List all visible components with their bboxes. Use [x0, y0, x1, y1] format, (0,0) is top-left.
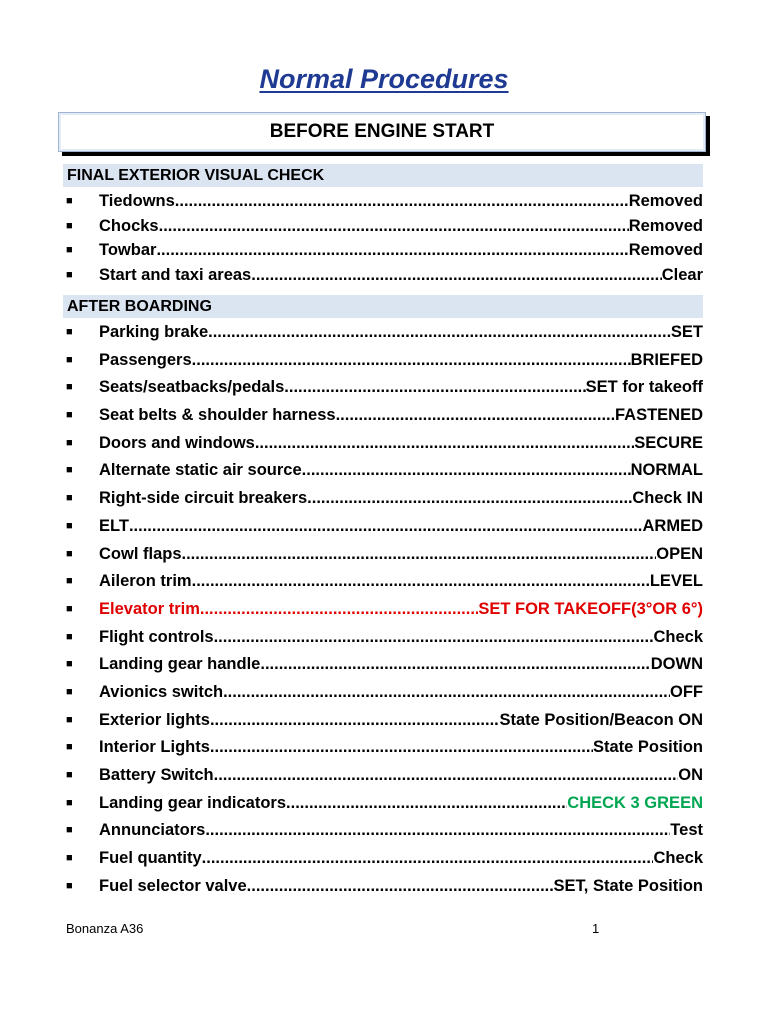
bullet-icon: ■	[66, 219, 73, 232]
item-value: LEVEL	[649, 572, 703, 591]
bullet-icon: ■	[66, 244, 73, 256]
item-value: FASTENED	[614, 406, 703, 425]
section-title: BEFORE ENGINE START	[269, 121, 495, 142]
leader-dots	[214, 766, 679, 785]
checklist-item	[63, 217, 703, 242]
leader-dots	[182, 545, 657, 564]
bullet-icon: ■	[66, 547, 73, 560]
checklist-item	[63, 323, 703, 351]
leader-dots	[129, 517, 643, 536]
item-label: Exterior lights	[99, 710, 210, 729]
item-label: Doors and windows	[99, 433, 255, 452]
checklist-item	[63, 849, 703, 877]
bullet-icon: ■	[66, 741, 73, 754]
checklist-item	[63, 766, 703, 794]
bullet-icon: ■	[66, 685, 73, 698]
leader-dots	[156, 241, 628, 260]
bullet-icon: ■	[66, 409, 73, 422]
bullet-icon: ■	[66, 602, 73, 615]
item-value: ARMED	[642, 516, 703, 535]
checklist-final-exterior	[63, 192, 703, 290]
leader-dots	[192, 351, 631, 370]
item-value: SET for takeoff	[585, 378, 703, 397]
checklist-item	[63, 877, 703, 905]
bullet-icon: ■	[66, 326, 73, 338]
item-value: Check IN	[632, 489, 703, 508]
bullet-icon: ■	[66, 464, 73, 477]
leader-dots	[336, 406, 615, 425]
item-label: Annunciators	[99, 821, 206, 840]
checklist-item	[63, 545, 703, 573]
item-label: Start and taxi areas	[99, 265, 252, 284]
item-label: Chocks	[99, 216, 159, 235]
item-label: Flight controls	[99, 627, 214, 646]
footer-document-name: Bonanza A36	[66, 921, 144, 936]
item-label: Seats/seatbacks/pedals	[99, 378, 285, 397]
item-value: Clear	[661, 265, 703, 284]
item-value: SET, State Position	[553, 876, 703, 895]
item-value: DOWN	[650, 655, 703, 674]
item-label: Avionics switch	[99, 682, 224, 701]
item-value: SET FOR TAKEOFF(3°OR 6°)	[478, 599, 703, 618]
checklist-item	[63, 378, 703, 406]
bullet-icon: ■	[66, 353, 73, 366]
item-label: Alternate static air source	[99, 461, 302, 480]
checklist-item	[63, 406, 703, 434]
page-title: Normal Procedures	[259, 64, 509, 94]
item-label: Towbar	[99, 241, 157, 259]
group-header-after-boarding: AFTER BOARDING	[63, 295, 703, 318]
checklist-item	[63, 572, 703, 600]
leader-dots	[255, 434, 634, 453]
item-value: State Position/Beacon ON	[499, 710, 703, 729]
item-value: NORMAL	[630, 461, 703, 480]
leader-dots	[286, 794, 567, 813]
checklist-item	[63, 821, 703, 849]
item-value: Check	[653, 627, 703, 646]
item-label: ELT	[99, 516, 129, 535]
item-value: OFF	[670, 682, 703, 701]
bullet-icon: ■	[66, 195, 73, 207]
leader-dots	[210, 738, 593, 757]
leader-dots	[192, 572, 650, 591]
checklist-item	[63, 794, 703, 822]
checklist-item	[63, 655, 703, 683]
leader-dots	[302, 461, 631, 480]
checklist-item	[63, 461, 703, 489]
item-label: Elevator trim	[99, 599, 200, 618]
checklist-item	[63, 192, 703, 217]
item-value: SECURE	[634, 433, 703, 452]
bullet-icon: ■	[66, 796, 73, 809]
item-label: Aileron trim	[99, 572, 192, 591]
checklist-item	[63, 517, 703, 545]
section-title-box	[58, 112, 706, 152]
bullet-icon: ■	[66, 381, 73, 394]
leader-dots	[200, 600, 478, 619]
leader-dots	[251, 266, 661, 285]
bullet-icon: ■	[66, 436, 73, 449]
leader-dots	[205, 821, 670, 840]
bullet-icon: ■	[66, 658, 73, 671]
bullet-icon: ■	[66, 852, 73, 865]
item-label: Fuel quantity	[99, 849, 202, 868]
checklist-item	[63, 351, 703, 379]
item-label: Interior Lights	[99, 738, 210, 757]
checklist-item	[63, 489, 703, 517]
checklist-item-highlighted	[63, 600, 703, 628]
item-label: Landing gear handle	[99, 655, 261, 674]
leader-dots	[210, 711, 500, 730]
bullet-icon: ■	[66, 713, 73, 726]
bullet-icon: ■	[66, 519, 73, 532]
bullet-icon: ■	[66, 268, 73, 281]
leader-dots	[284, 378, 585, 397]
checklist-item	[63, 738, 703, 766]
item-label: Tiedowns	[99, 192, 175, 210]
item-label: Passengers	[99, 350, 192, 369]
checklist-item	[63, 628, 703, 656]
leader-dots	[214, 628, 654, 647]
item-value: Removed	[628, 216, 703, 235]
bullet-icon: ■	[66, 492, 73, 505]
leader-dots	[307, 489, 632, 508]
checklist-item	[63, 683, 703, 711]
leader-dots	[247, 877, 554, 896]
item-value: ON	[678, 766, 703, 784]
leader-dots	[202, 849, 654, 868]
checklist-item	[63, 711, 703, 739]
item-value: State Position	[592, 738, 703, 757]
bullet-icon: ■	[66, 769, 73, 781]
item-label: Seat belts & shoulder harness	[99, 406, 336, 425]
item-value: OPEN	[656, 544, 703, 563]
checklist-item	[63, 241, 703, 266]
item-label: Landing gear indicators	[99, 793, 287, 812]
item-label: Right-side circuit breakers	[99, 489, 308, 508]
bullet-icon: ■	[66, 824, 73, 837]
leader-dots	[175, 192, 629, 211]
item-value-green: CHECK 3 GREEN	[567, 793, 703, 812]
leader-dots	[208, 323, 671, 342]
group-header-final-exterior: FINAL EXTERIOR VISUAL CHECK	[63, 164, 703, 187]
item-value: BRIEFED	[630, 350, 703, 369]
item-value: Check	[653, 849, 703, 868]
checklist-item	[63, 434, 703, 462]
item-value: Test	[670, 821, 703, 840]
bullet-icon: ■	[66, 879, 73, 892]
footer-page-number: 1	[592, 921, 600, 936]
bullet-icon: ■	[66, 575, 73, 588]
item-value: SET	[670, 323, 703, 341]
item-label: Parking brake	[99, 323, 209, 341]
leader-dots	[159, 217, 629, 236]
leader-dots	[260, 655, 650, 674]
checklist-after-boarding	[63, 323, 703, 904]
checklist-item	[63, 266, 703, 291]
item-label: Fuel selector valve	[99, 876, 247, 895]
item-value: Removed	[628, 241, 703, 259]
item-label: Cowl flaps	[99, 544, 182, 563]
leader-dots	[223, 683, 670, 702]
item-label: Battery Switch	[99, 766, 214, 784]
bullet-icon: ■	[66, 630, 73, 643]
item-value: Removed	[628, 192, 703, 210]
